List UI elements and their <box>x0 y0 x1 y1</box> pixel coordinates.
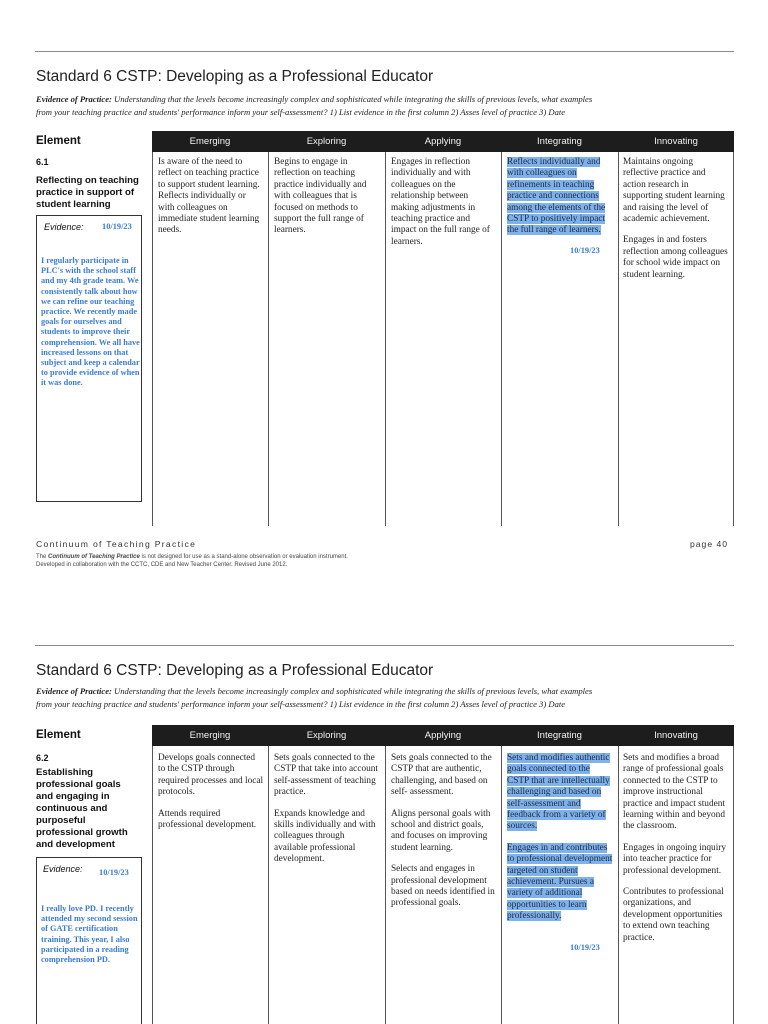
page-title: Standard 6 CSTP: Developing as a Professional Educator <box>36 68 434 85</box>
exploring-cell <box>274 157 380 247</box>
evidence-of-practice-text-2: from your teaching practice and students' performance inform your self-assessment? 1) List evidence in the first column 2) Asses level of practice 3) Date <box>36 106 566 117</box>
emerging-text-2: Attends required professional development. <box>158 808 257 831</box>
evidence-box <box>36 215 142 502</box>
applying-text-2: Aligns personal goals with school and district goals, and focuses on improving student learning. <box>391 808 491 853</box>
header-bar <box>152 131 734 152</box>
emerging-text: Is aware of the need to reflect on teaching practice to support student learning. Reflects individually or with colleagues on immediate student learning needs. <box>158 157 260 236</box>
footer-note-pre: The <box>36 554 49 560</box>
column-divider <box>385 746 386 1024</box>
evidence-date: 10/19/23 <box>102 222 132 231</box>
innovating-cell <box>623 753 730 954</box>
innovating-text-3: Contributes to professional organizations, and development opportunities to extend own teaching practice. <box>623 887 724 943</box>
applying-cell <box>391 753 497 920</box>
evidence-text: I really love PD. I recently attended my second session of GATE certification training. This year, I also participated in a reading comprehension PD. <box>41 904 138 965</box>
continuum-table-6-1 <box>35 131 734 526</box>
evidence-of-practice-label: Evidence of Practice: <box>36 686 112 696</box>
applying-text-3: Selects and engages in professional development based on needs identified in professional goals. <box>391 864 495 909</box>
header-innovating: Innovating <box>654 136 698 147</box>
column-divider <box>501 152 502 526</box>
table-header <box>35 131 734 152</box>
evidence-label: Evidence: <box>43 864 83 874</box>
innovating-cell <box>623 157 729 291</box>
element-number: 6.1 <box>36 157 49 167</box>
evidence-text: I regularly participate in PLC's with the school staff and my 4th grade team. We consistently talk about how we can refine our teaching practice. We recently made goals for ourselves and students to improve their comprehension. We all have increased lessons on that subject and keep a calendar to provide evidence of when it was done. <box>41 256 140 388</box>
innovating-text-1: Maintains ongoing reflective practice and action research in supporting student learning and raising the level of academic achievement. <box>623 157 725 225</box>
integrating-date: 10/19/23 <box>570 943 600 952</box>
continuum-table-6-2 <box>35 725 734 1024</box>
integrating-cell <box>507 157 615 247</box>
column-divider <box>385 152 386 526</box>
column-divider <box>618 152 619 526</box>
applying-cell <box>391 157 496 258</box>
header-applying: Applying <box>424 730 462 741</box>
column-divider <box>152 746 153 1024</box>
evidence-label: Evidence: <box>44 222 84 232</box>
innovating-text-2: Engages in and fosters reflection among colleagues for school wide impact on student learning. <box>623 235 728 280</box>
header-exploring: Exploring <box>306 136 347 147</box>
evidence-box <box>36 857 142 1024</box>
footer-note-post: is not designed for use as a stand-alone observation or evaluation instrument. <box>139 554 348 560</box>
emerging-cell <box>158 753 264 841</box>
integrating-highlighted-text: Reflects individually and with colleagues on refinements in teaching practice and connections among the elements of the CSTP to positively impact the full range of learners. <box>507 157 606 236</box>
applying-text: Engages in reflection individually and with colleagues on the relationship between making adjustments in teaching practice and impact on the full range of learners. <box>391 157 490 247</box>
evidence-of-practice-text: Understanding that the levels become increasingly complex and sophisticated while integrating the skills of previous levels, what examples <box>114 94 593 104</box>
evidence-of-practice-text-2: from your teaching practice and students' performance inform your self-assessment? 1) List evidence in the first column 2) Asses level of practice 3) Date <box>36 698 566 709</box>
column-divider <box>268 152 269 526</box>
table-header <box>35 725 734 746</box>
column-divider <box>733 152 734 526</box>
page-number: page 40 <box>690 539 729 549</box>
header-innovating: Innovating <box>654 730 698 741</box>
footer-title: Continuum of Teaching Practice <box>36 539 197 549</box>
integrating-highlighted-text-1: Sets and modifies authentic goals connected to the CSTP that are intellectually challenging and based on self-assessment and feedback from a variety of sources. <box>507 753 610 832</box>
evidence-of-practice-note <box>36 93 736 118</box>
integrating-date: 10/19/23 <box>570 246 600 255</box>
element-name: Establishing professional goals and engaging in continuous and purposeful professional growth and development <box>36 767 128 850</box>
innovating-text-2: Engages in ongoing inquiry into teacher practice for professional development. <box>623 842 727 876</box>
exploring-text-1: Sets goals connected to the CSTP that take into account self-assessment of teaching practice. <box>274 753 378 798</box>
header-element: Element <box>36 135 81 147</box>
page-title: Standard 6 CSTP: Developing as a Professional Educator <box>36 662 434 679</box>
innovating-text-1: Sets and modifies a broad range of professional goals connected to the CSTP to improve instructional practice and impact student learning within and beyond the classroom. <box>623 753 725 832</box>
top-rule <box>35 51 734 52</box>
header-exploring: Exploring <box>306 730 347 741</box>
emerging-cell <box>158 157 264 247</box>
header-integrating: Integrating <box>537 136 582 147</box>
header-element: Element <box>36 729 81 741</box>
header-applying: Applying <box>424 136 462 147</box>
column-divider <box>501 746 502 1024</box>
evidence-of-practice-label: Evidence of Practice: <box>36 94 112 104</box>
column-divider <box>152 152 153 526</box>
top-rule <box>35 645 734 646</box>
exploring-text-2: Expands knowledge and skills individually and with colleagues through available professional development. <box>274 808 376 865</box>
evidence-date: 10/19/23 <box>99 868 129 877</box>
column-divider <box>618 746 619 1024</box>
footer-note-line2: Developed in collaboration with the CCTC, CDE and New Teacher Center. Revised June 2012. <box>36 562 288 568</box>
header-emerging: Emerging <box>189 730 231 741</box>
exploring-text: Begins to engage in reflection on teaching practice individually and with colleagues that is focused on methods to support the full range of learners. <box>274 157 367 236</box>
integrating-cell <box>507 753 614 933</box>
applying-text-1: Sets goals connected to the CSTP that are authentic, challenging, and based on self- assessment. <box>391 753 492 798</box>
element-name: Reflecting on teaching practice in support of student learning <box>36 175 139 210</box>
element-number: 6.2 <box>36 753 49 763</box>
exploring-cell <box>274 753 380 876</box>
header-emerging: Emerging <box>189 136 231 147</box>
footer-note <box>36 553 636 569</box>
header-integrating: Integrating <box>537 730 582 741</box>
evidence-of-practice-text: Understanding that the levels become increasingly complex and sophisticated while integrating the skills of previous levels, what examples <box>114 686 593 696</box>
column-divider <box>733 746 734 1024</box>
footer-note-emph: Continuum of Teaching Practice <box>48 554 140 560</box>
evidence-of-practice-note <box>36 685 736 710</box>
header-bar <box>152 725 734 746</box>
emerging-text-1: Develops goals connected to the CSTP through required processes and local protocols. <box>158 753 264 798</box>
column-divider <box>268 746 269 1024</box>
integrating-highlighted-text-2: Engages in and contributes to professional development targeted on student achievement. Pursues a variety of additional opportunities to learn professionally. <box>507 842 613 922</box>
